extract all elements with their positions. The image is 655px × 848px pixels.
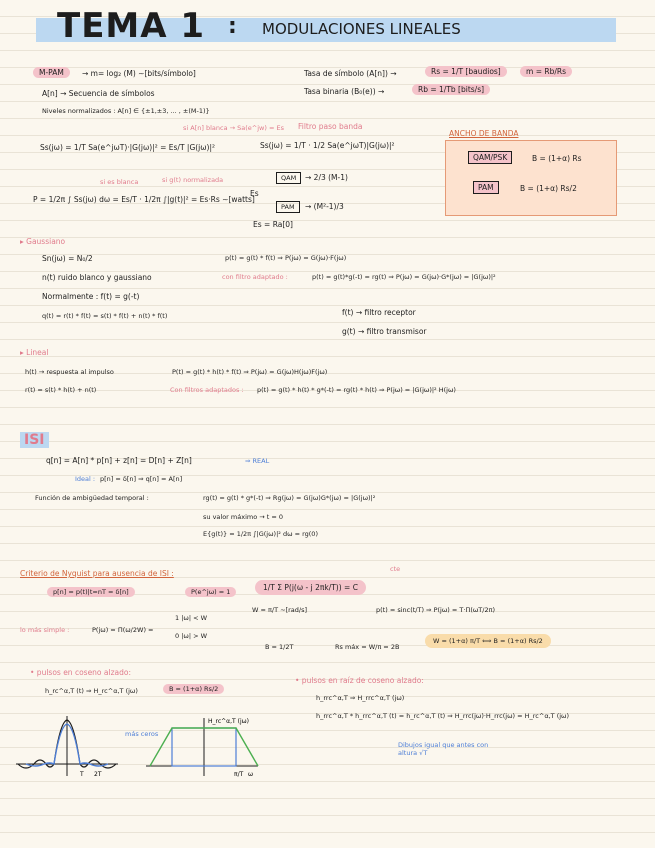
mpam-levels: Niveles normalizados : A[n] ∈ {±1,±3, ... , ±(M-1)} <box>42 107 210 115</box>
ideal-label: Ideal : <box>75 475 96 483</box>
page-title: TEMA 1 <box>57 6 206 46</box>
coseno-h-equation: h_rc^α,T (t) ⇒ H_rc^α,T (jω) <box>45 687 138 695</box>
psd-note-filter: Filtro paso banda <box>298 122 363 131</box>
func-equation: rg(t) = g(t) * g*(-t) ⇒ Rg(jω) = G(jω)G*(jω) = |G(jω)|² <box>203 494 376 502</box>
rb-formula: Rb = 1/Tb [bits/s] <box>412 84 490 95</box>
psd-note-white: si A[n] blanca → Sa(e^jw) = Es <box>183 124 284 132</box>
pam-bandwidth: B = (1+α) Rs/2 <box>520 184 577 193</box>
nyquist-title: Criterio de Nyquist para ausencia de ISI : <box>20 569 174 578</box>
cte-note: cte <box>390 565 401 573</box>
lineal-title: ▸ Lineal <box>20 348 49 357</box>
tasa-simbolo: Tasa de símbolo (A[n]) → <box>304 69 397 78</box>
isi-q-equation: q[n] = A[n] * p[n] + z[n] = D[n] + Z[n] <box>46 456 192 465</box>
isi-title: ISI <box>20 432 49 448</box>
coseno-bandwidth: B = (1+α) Rs/2 <box>163 684 224 694</box>
sn-formula: Sn(jω) = N₀/2 <box>42 254 93 263</box>
raised-cosine-freq-plot <box>142 714 264 782</box>
q-equation: q(t) = r(t) * f(t) = s(t) * f(t) + n(t) * f(t) <box>42 312 168 320</box>
root-equation-2: h_rrc^α,T * h_rrc^α,T (t) = h_rc^α,T (t) ⇒ H_rrc(jω)·H_rrc(jω) = H_rc^α,T (jω) <box>316 712 570 720</box>
rsmax-equation: Rs máx = W/π = 2B <box>335 643 400 651</box>
qam-bandwidth: B = (1+α) Rs <box>532 154 582 163</box>
rect-case-2: 0 |ω| > W <box>175 632 208 640</box>
p-condition: p[n] = p(t)|t=nT = δ[n] <box>47 587 135 597</box>
coseno-title: • pulsos en coseno alzado: <box>30 668 131 677</box>
nyquist-sum: 1/T Σ P(j(ω - j 2πk/T)) = C <box>255 580 366 595</box>
h-axis-label: H_rc^α,T (jω) <box>208 718 249 725</box>
qam-psk-label: QAM/PSK <box>468 151 512 164</box>
ideal-equation: p[n] = δ[n] ⇒ q[n] = A[n] <box>100 475 183 483</box>
es-label: Es <box>250 189 259 198</box>
omega-label: ω <box>248 771 254 778</box>
max-label: su valor máximo → t = 0 <box>203 513 284 521</box>
func-label: Función de ambigüedad temporal : <box>35 494 149 502</box>
h-definition: h(t) → respuesta al impulso <box>25 368 114 376</box>
f-label: f(t) → filtro receptor <box>342 308 416 317</box>
dibujo-note: Dibujos igual que antes con altura √T <box>398 741 489 757</box>
ss-example: Ss(jω) = 1/T · 1/2 Sa(e^jωT)|G(jω)|² <box>260 141 395 150</box>
pam-label: PAM <box>473 181 499 194</box>
gaussiano-title: ▸ Gaussiano <box>20 237 66 246</box>
2t-tick-label: 2T <box>94 771 102 778</box>
page-subtitle: MODULACIONES LINEALES <box>262 20 461 38</box>
power-note-white: si es blanca <box>100 178 139 186</box>
rect-case-1: 1 |ω| < W <box>175 614 208 622</box>
lineal-adapt-equation: p(t) = g(t) * h(t) * g*(-t) = rg(t) * h(t) ⇒ P(jω) = |G(jω)|² H(jω) <box>257 386 456 394</box>
simple-label: lo más simple : <box>20 626 70 634</box>
pi-t-label: π/T <box>234 771 244 778</box>
ss-formula: Ss(jω) = 1/T Sa(e^jωT)·|G(jω)|² = Es/T |G(jω)|² <box>40 143 216 152</box>
g-label: g(t) → filtro transmisor <box>342 327 427 336</box>
mpam-m-formula: → m= log₂ (M) ∼[bits/símbolo] <box>82 69 196 78</box>
sinc-equation: p(t) = sinc(t/T) ⇒ P(jω) = T·Π(ωT/2π) <box>376 606 496 614</box>
bandwidth-title: ANCHO DE BANDA <box>449 129 519 138</box>
rect-equation: P(jω) = Π(ω/2W) = <box>92 626 154 634</box>
n-definition: n(t) ruido blanco y gaussiano <box>42 273 152 282</box>
b-equation: B = 1/2T <box>265 643 294 651</box>
mpam-seq: A[n] → Secuencia de símbolos <box>42 89 155 98</box>
ceros-note: más ceros <box>125 730 159 738</box>
m-ratio: m = Rb/Rs <box>520 66 572 77</box>
title-colon: : <box>228 14 237 39</box>
mpam-label: M-PAM <box>33 67 70 78</box>
bandwidth-equation: W = (1+α) π/T ⟺ B = (1+α) Rs/2 <box>425 634 551 648</box>
es-definition: Es = Ra[0] <box>253 220 293 229</box>
pam-tag: PAM <box>276 201 300 213</box>
lineal-p-equation: P(t) = g(t) * h(t) * f(t) ⇒ P(jω) = G(jω)H(jω)F(jω) <box>172 368 328 376</box>
rs-formula: Rs = 1/T [baudios] <box>425 66 507 77</box>
tasa-binaria: Tasa binaria (B₀(e)) → <box>304 87 385 96</box>
p-equation: p(t) = g(t) * f(t) ⇒ P(jω) = G(jω)·F(jω) <box>225 254 347 262</box>
norm-filter: Normalmente : f(t) = g(-t) <box>42 292 140 301</box>
qam-tag: QAM <box>276 172 301 184</box>
adapt-label: con filtro adaptado : <box>222 273 288 281</box>
root-title: • pulsos en raíz de coseno alzado: <box>295 676 424 685</box>
power-formula: P = 1/2π ∫ Ss(jω) dω = Es/T · 1/2π ∫|g(t)|² = Es·Rs ∼[watts] <box>33 195 255 204</box>
w-equation: W = π/T ∼[rad/s] <box>252 606 308 614</box>
p-dtft: P(e^jω) = 1 <box>185 587 236 597</box>
energy-equation: E{g(t)} = 1/2π ∫|G(jω)|² dω = rg(0) <box>203 530 318 538</box>
t-tick-label: T <box>80 771 84 778</box>
root-equation-1: h_rrc^α,T ⇒ H_rrc^α,T (jω) <box>316 694 405 702</box>
real-tag: ⇒ REAL <box>245 457 270 465</box>
power-note-g: si g(t) normalizada <box>162 176 224 184</box>
r-equation: r(t) = s(t) * h(t) + n(t) <box>25 386 97 394</box>
pam-energy: → (M²-1)/3 <box>305 202 344 211</box>
adapt-equation: p(t) = g(t)*g(-t) = rg(t) ⇒ P(jω) = G(jω)·G*(jω) = |G(jω)|² <box>312 273 496 281</box>
lineal-adapt-label: Con filtros adaptados : <box>170 386 244 394</box>
raised-cosine-time-plot <box>12 712 124 780</box>
qam-energy: → 2/3 (M-1) <box>305 173 348 182</box>
